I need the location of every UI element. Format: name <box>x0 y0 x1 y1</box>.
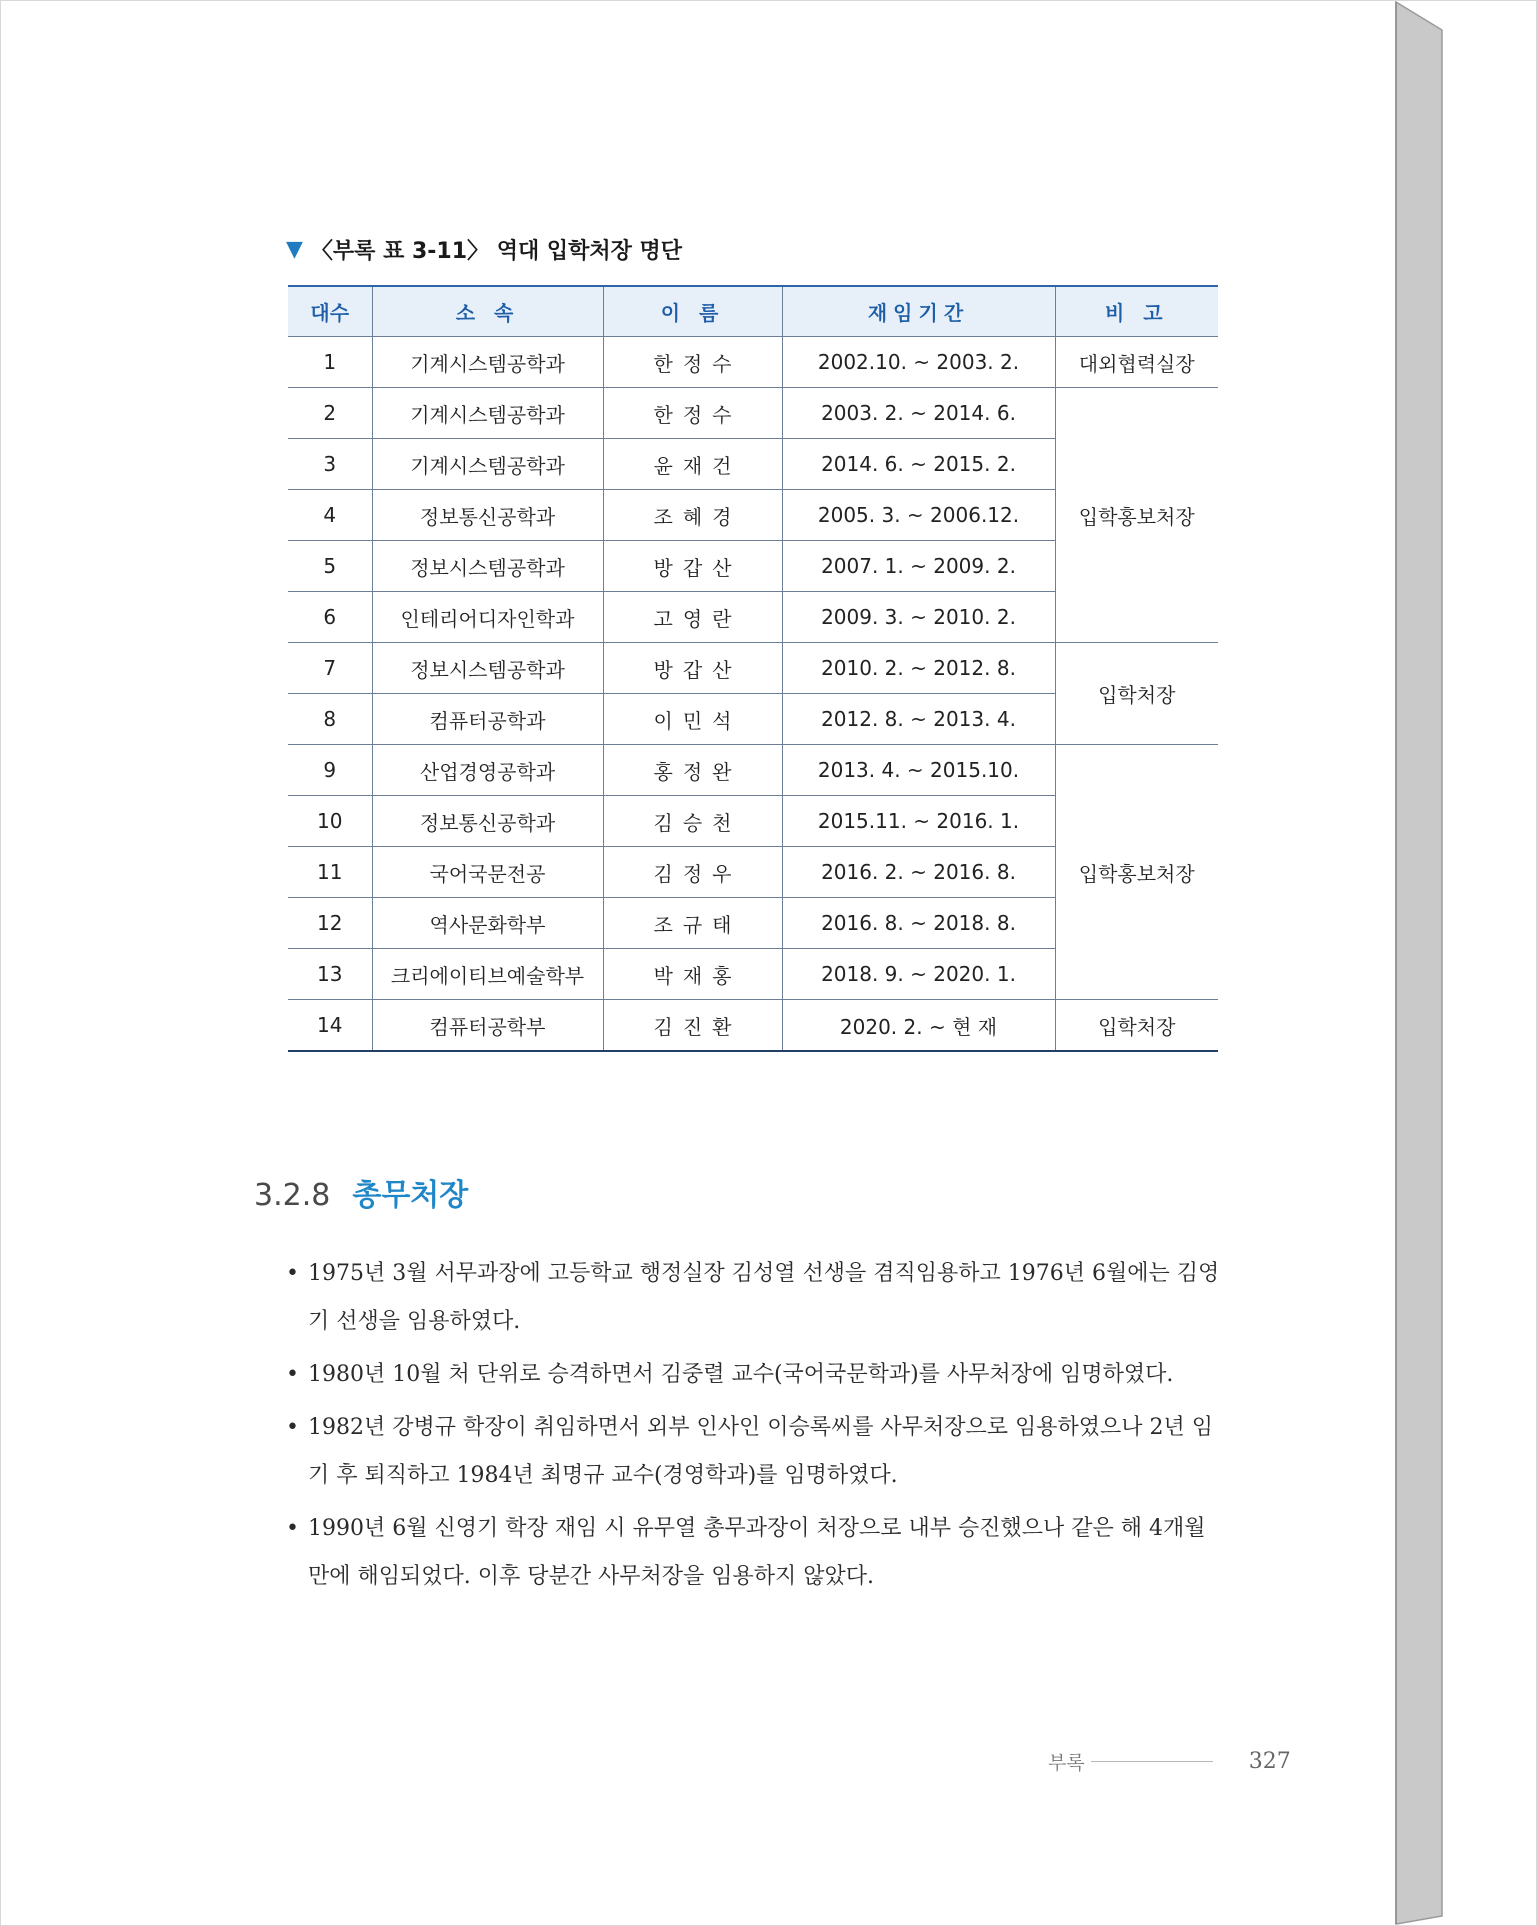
cell-period: 2020. 2. ~ 현 재 <box>782 1000 1055 1052</box>
cell-dept: 크리에이티브예술학부 <box>372 949 603 1000</box>
cell-dept: 컴퓨터공학과 <box>372 694 603 745</box>
footer-label: 부록 <box>1048 1752 1085 1774</box>
table-caption <box>286 234 682 265</box>
cell-period: 2014. 6. ~ 2015. 2. <box>782 439 1055 490</box>
cell-period: 2016. 2. ~ 2016. 8. <box>782 847 1055 898</box>
cell-no: 8 <box>288 694 372 745</box>
cell-no: 1 <box>288 337 372 388</box>
cell-no: 14 <box>288 1000 372 1052</box>
cell-name: 방갑산 <box>603 541 782 592</box>
cell-period: 2013. 4. ~ 2015.10. <box>782 745 1055 796</box>
header-period: 재임기간 <box>782 286 1055 337</box>
cell-period: 2005. 3. ~ 2006.12. <box>782 490 1055 541</box>
cell-period: 2002.10. ~ 2003. 2. <box>782 337 1055 388</box>
cell-period: 2010. 2. ~ 2012. 8. <box>782 643 1055 694</box>
cell-dept: 정보시스템공학과 <box>372 541 603 592</box>
table-header-row <box>288 286 1218 337</box>
cell-remark: 입학처장 <box>1055 1000 1218 1052</box>
table-row <box>288 643 1218 694</box>
admissions-dean-table <box>288 285 1218 1052</box>
cell-period: 2007. 1. ~ 2009. 2. <box>782 541 1055 592</box>
cell-name: 조혜경 <box>603 490 782 541</box>
cell-dept: 역사문화학부 <box>372 898 603 949</box>
footer-rule <box>1091 1761 1213 1762</box>
cell-dept: 정보시스템공학과 <box>372 643 603 694</box>
cell-no: 9 <box>288 745 372 796</box>
section-heading <box>254 1170 468 1214</box>
cell-dept: 기계시스템공학과 <box>372 337 603 388</box>
cell-name: 한정수 <box>603 337 782 388</box>
table-row <box>288 1000 1218 1052</box>
list-item: • 1980년 10월 처 단위로 승격하면서 김중렬 교수(국어국문학과)를 사무처장에 임명하였다. <box>286 1351 1221 1399</box>
header-no: 대수 <box>288 286 372 337</box>
list-item: • 1982년 강병규 학장이 취임하면서 외부 인사인 이승록씨를 사무처장으로 임용하였으나 2년 임기 후 퇴직하고 1984년 최명규 교수(경영학과)를 임명하였다. <box>286 1404 1221 1500</box>
cell-period: 2018. 9. ~ 2020. 1. <box>782 949 1055 1000</box>
cell-period: 2009. 3. ~ 2010. 2. <box>782 592 1055 643</box>
cell-period: 2003. 2. ~ 2014. 6. <box>782 388 1055 439</box>
header-dept: 소 속 <box>372 286 603 337</box>
cell-dept: 컴퓨터공학부 <box>372 1000 603 1052</box>
cell-dept: 정보통신공학과 <box>372 490 603 541</box>
cell-name: 한정수 <box>603 388 782 439</box>
cell-name: 김정우 <box>603 847 782 898</box>
cell-dept: 인테리어디자인학과 <box>372 592 603 643</box>
cell-name: 고영란 <box>603 592 782 643</box>
page-number: 327 <box>1248 1749 1291 1774</box>
book-page-edge <box>1394 0 1446 1926</box>
page-footer <box>1048 1748 1291 1775</box>
cell-name: 방갑산 <box>603 643 782 694</box>
cell-no: 6 <box>288 592 372 643</box>
cell-name: 이민석 <box>603 694 782 745</box>
header-remark: 비 고 <box>1055 286 1218 337</box>
cell-remark: 입학홍보처장 <box>1055 745 1218 1000</box>
cell-period: 2016. 8. ~ 2018. 8. <box>782 898 1055 949</box>
cell-no: 7 <box>288 643 372 694</box>
cell-dept: 국어국문전공 <box>372 847 603 898</box>
cell-name: 박재홍 <box>603 949 782 1000</box>
cell-name: 김진환 <box>603 1000 782 1052</box>
bullet-list <box>286 1250 1221 1606</box>
cell-no: 3 <box>288 439 372 490</box>
list-item: • 1975년 3월 서무과장에 고등학교 행정실장 김성열 선생을 겸직임용하고 1976년 6월에는 김영기 선생을 임용하였다. <box>286 1250 1221 1346</box>
cell-no: 4 <box>288 490 372 541</box>
cell-dept: 정보통신공학과 <box>372 796 603 847</box>
cell-no: 5 <box>288 541 372 592</box>
cell-period: 2012. 8. ~ 2013. 4. <box>782 694 1055 745</box>
section-title: 총무처장 <box>352 1178 469 1213</box>
section-number: 3.2.8 <box>254 1178 331 1213</box>
cell-remark: 입학홍보처장 <box>1055 388 1218 643</box>
cell-name: 윤재건 <box>603 439 782 490</box>
header-name: 이 름 <box>603 286 782 337</box>
cell-no: 10 <box>288 796 372 847</box>
cell-no: 12 <box>288 898 372 949</box>
triangle-marker-icon: ▼ <box>286 237 303 262</box>
cell-name: 김승천 <box>603 796 782 847</box>
cell-remark: 대외협력실장 <box>1055 337 1218 388</box>
cell-dept: 기계시스템공학과 <box>372 439 603 490</box>
cell-no: 2 <box>288 388 372 439</box>
cell-no: 11 <box>288 847 372 898</box>
cell-remark: 입학처장 <box>1055 643 1218 745</box>
cell-dept: 기계시스템공학과 <box>372 388 603 439</box>
cell-dept: 산업경영공학과 <box>372 745 603 796</box>
table-caption-text: 〈부록 표 3-11〉 역대 입학처장 명단 <box>310 239 683 264</box>
cell-period: 2015.11. ~ 2016. 1. <box>782 796 1055 847</box>
table-row <box>288 745 1218 796</box>
cell-name: 조규태 <box>603 898 782 949</box>
table-row <box>288 388 1218 439</box>
list-item: • 1990년 6월 신영기 학장 재임 시 유무열 총무과장이 처장으로 내부 승진했으나 같은 해 4개월 만에 해임되었다. 이후 당분간 사무처장을 임용하지 않았다. <box>286 1505 1221 1601</box>
cell-no: 13 <box>288 949 372 1000</box>
cell-name: 홍정완 <box>603 745 782 796</box>
table-row <box>288 337 1218 388</box>
